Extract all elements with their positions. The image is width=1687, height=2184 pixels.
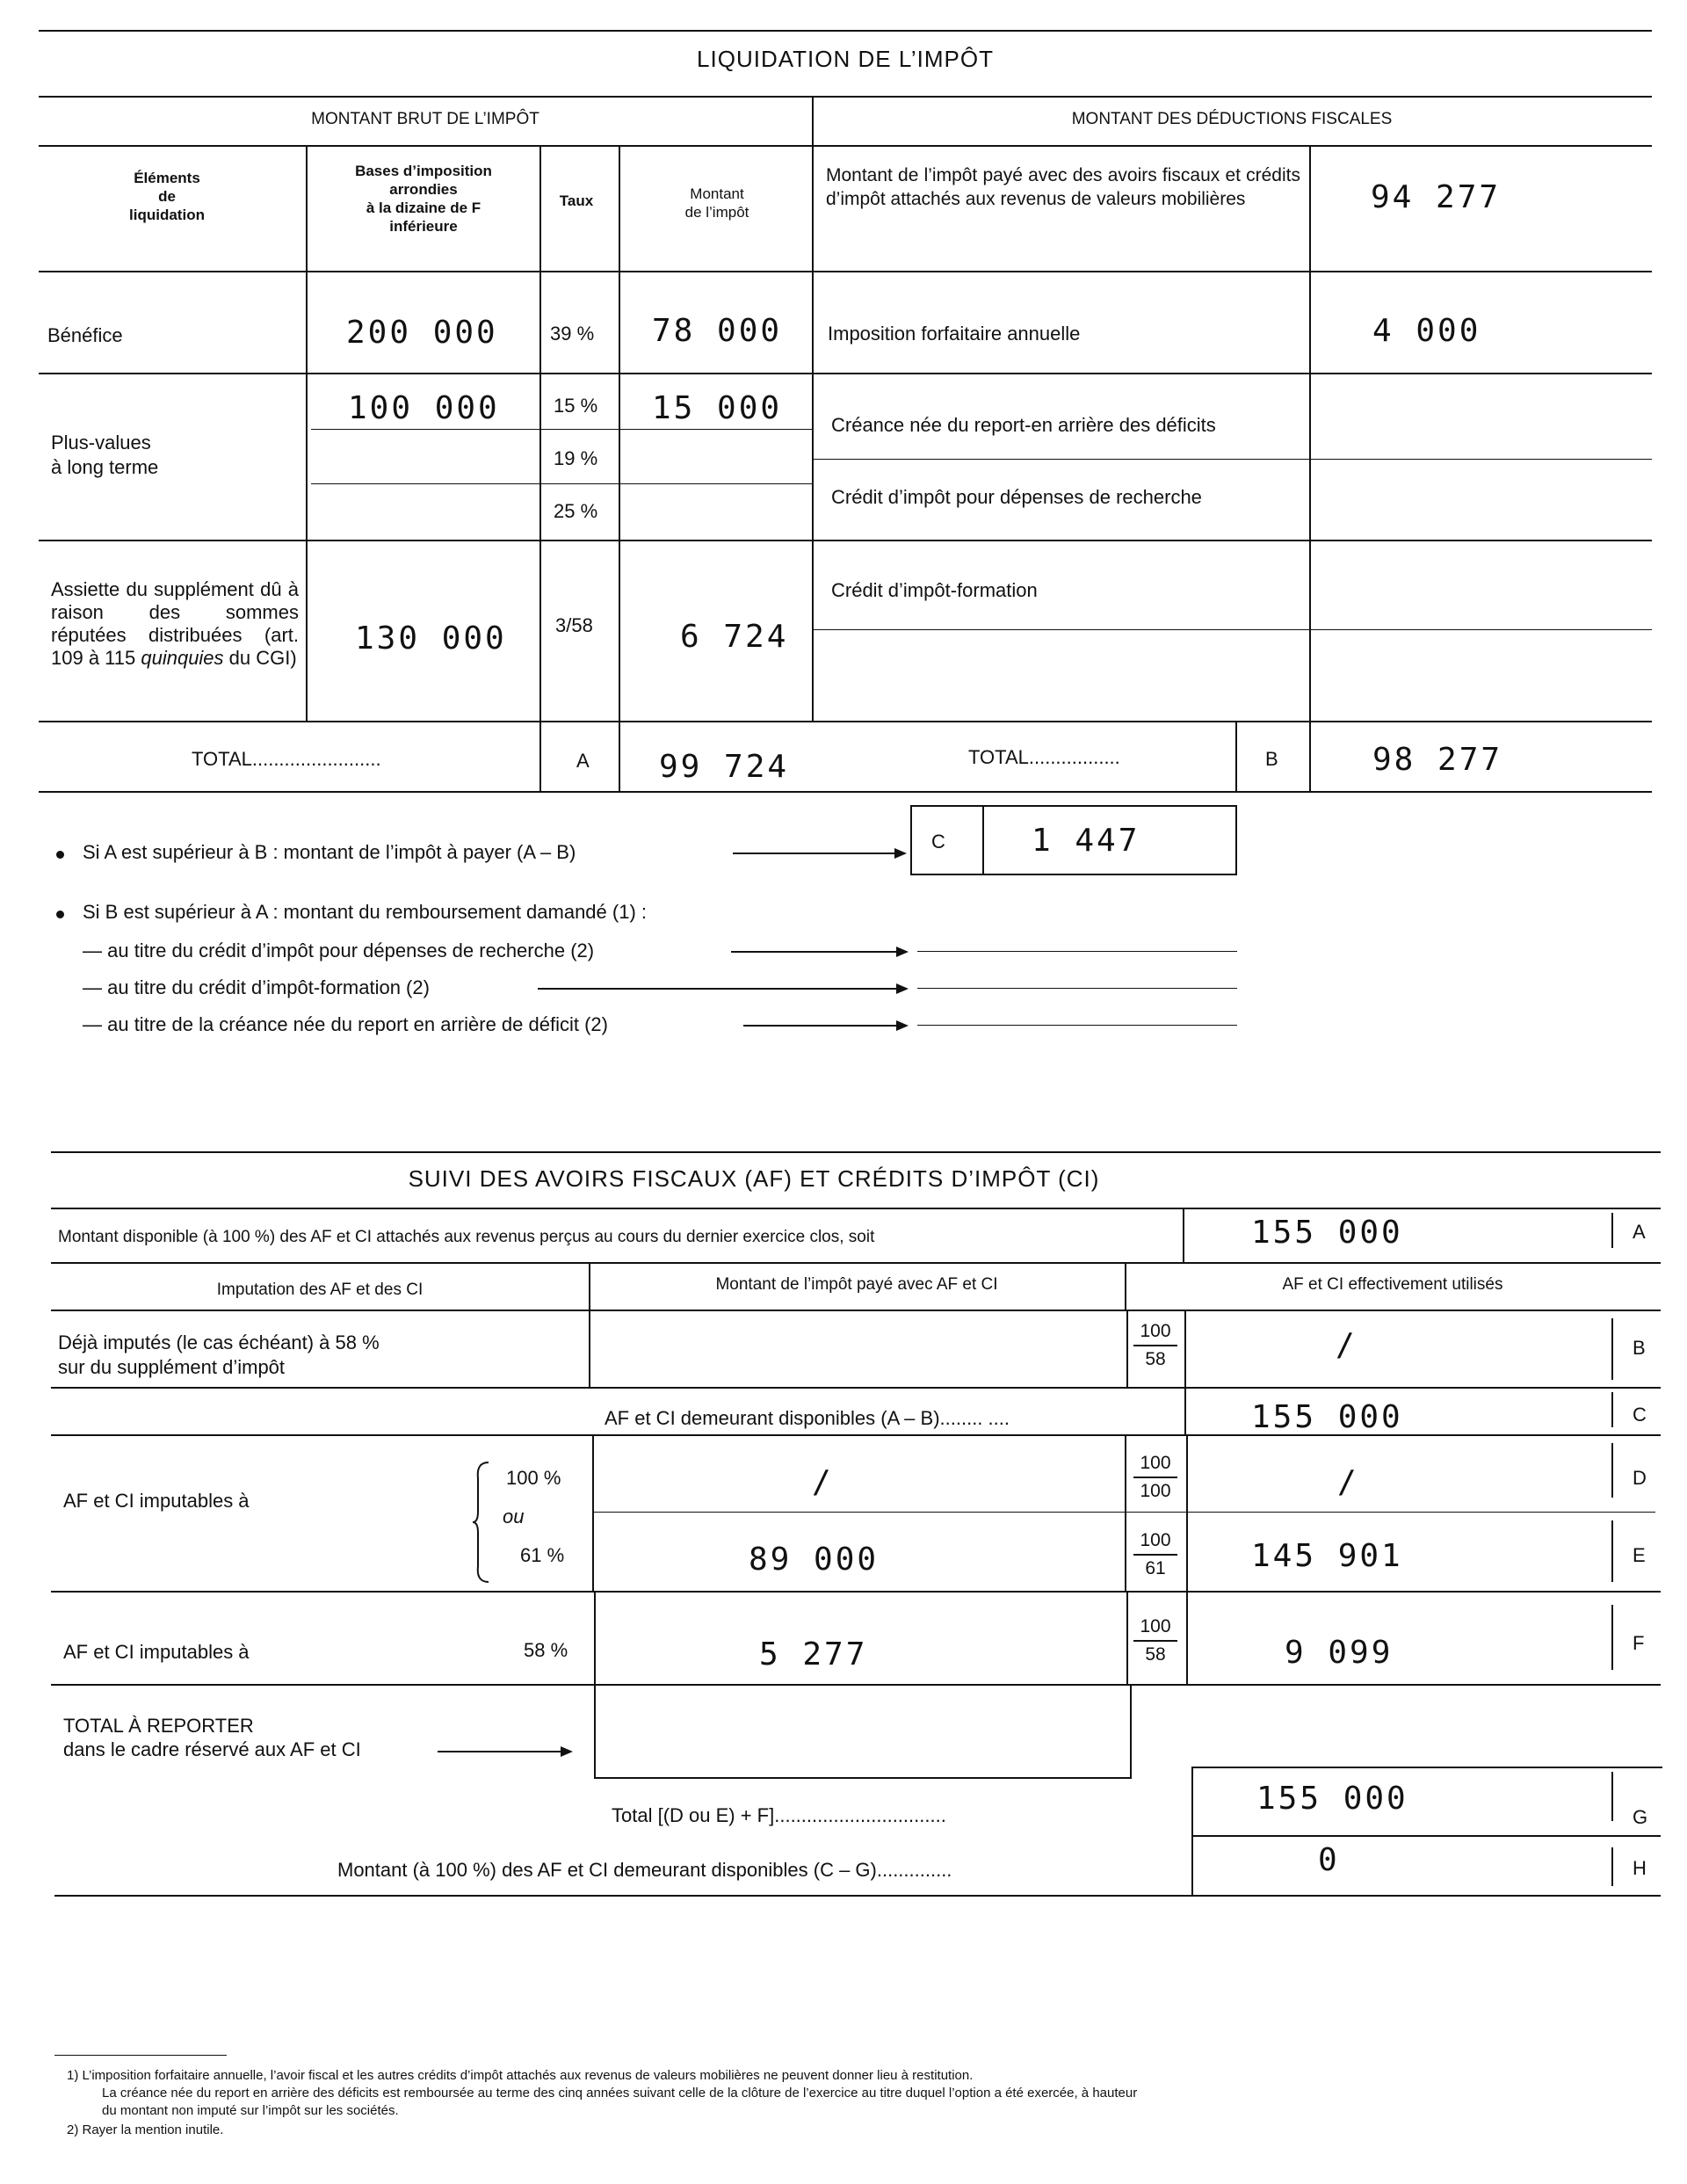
f-montant: 5 277 [759,1636,868,1672]
rule [51,1310,1661,1311]
arrow [538,988,907,990]
col-line [1183,1208,1184,1262]
col-line [1184,1310,1186,1387]
total-reporter-box [594,1684,1132,1779]
total-b-letter: B [1265,748,1278,770]
frac-num: 100 [1133,1527,1177,1556]
montant-h-value: 0 [1318,1842,1340,1878]
liquidation-title: LIQUIDATION DE L’IMPÔT [697,46,994,72]
letter-f: F [1633,1632,1645,1654]
footnote-1b: La créance née du report en arrière des déficits est remboursée au terme des cinq années suivant celle de la clôture de l’exercice au titre duquel l’option a été exercée, à hauteur [102,2086,1138,2101]
fraction-100-58 [1133,1318,1177,1373]
col-line [619,145,620,791]
col-montant-header: Montant de l’impôt payé avec AF et CI [715,1275,998,1294]
rule [51,1434,1661,1436]
col-line [539,145,541,791]
rule [1191,1835,1661,1837]
tick [1611,1213,1613,1248]
letter-c: C [1633,1404,1647,1426]
col-line [1125,1434,1126,1591]
pv19-taux: 19 % [554,447,598,469]
pv15-montant: 15 000 [652,390,783,426]
letter-h: H [1633,1857,1647,1879]
brut-header: MONTANT BRUT DE L’IMPÔT [311,110,539,128]
rule [39,373,1652,374]
credit-formation-label: Crédit d’impôt-formation [831,579,1038,601]
col-line [1186,1591,1188,1684]
footnote-1c: du montant non imputé sur l’impôt sur les sociétés. [102,2103,399,2118]
demeurant-value: 155 000 [1251,1399,1403,1435]
rule [54,1895,1661,1897]
assiette-label [51,578,299,670]
plus-values-label: Plus-values à long terme [51,432,159,478]
remb-creance-label: — au titre de la créance née du report en arrière de déficit (2) [83,1013,608,1035]
footnote-1a: 1) L’imposition forfaitaire annuelle, l’avoir fiscal et les autres crédits d’impôt attachés aux revenus de valeurs mobilières ne peuvent donner lieu à restitution. [67,2068,974,2083]
total-g-value: 155 000 [1256,1781,1408,1817]
arrow [438,1751,571,1752]
bullet [56,851,64,859]
remb-formation-line [917,988,1237,989]
col-line [1126,1591,1128,1684]
montant-h-label: Montant (à 100 %) des AF et CI demeurant disponibles (C – G).............. [337,1859,952,1881]
letter-e: E [1633,1544,1646,1566]
pct-61: 61 % [520,1544,565,1566]
frac-num: 100 [1133,1450,1177,1478]
col-line [592,1434,594,1591]
rule [51,1262,1661,1264]
d-montant: / [812,1464,834,1500]
rule [51,1387,1661,1389]
c-box-divider [982,805,984,874]
benefice-taux: 39 % [550,323,595,345]
letter-d: D [1633,1467,1647,1489]
ifa-label: Imposition forfaitaire annuelle [828,323,1081,345]
deja-label: Déjà imputés (le cas échéant) à 58 % sur du supplément d’impôt [58,1331,380,1378]
letter-b: B [1633,1337,1646,1359]
benefice-montant: 78 000 [652,313,783,349]
total-a-value: 99 724 [659,749,790,785]
rule [39,271,1652,272]
tick [1611,1772,1613,1821]
fraction-100-58-f [1133,1614,1177,1668]
remb-recherche-label: — au titre du crédit d’impôt pour dépenses de recherche (2) [83,940,595,961]
assiette-taux: 3/58 [555,614,593,636]
tick [1611,1392,1613,1427]
rule [39,145,1652,147]
rule [311,483,812,484]
col-taux-header: Taux [559,192,594,209]
frac-den: 100 [1140,1481,1171,1501]
footnote-rule [54,2055,227,2056]
col-line [812,145,814,721]
demeurant-label: AF et CI demeurant disponibles (A – B)........ .... [605,1407,1010,1429]
arrow [731,951,907,953]
frac-den: 58 [1145,1644,1166,1665]
pct-58: 58 % [524,1639,568,1661]
footnote-2: 2) Rayer la mention inutile. [67,2122,224,2137]
e-montant: 89 000 [749,1542,880,1578]
col-line [1186,1434,1188,1591]
benefice-base: 200 000 [346,315,498,351]
arrow [743,1025,907,1027]
rule [51,1208,1661,1209]
col-imputation-header: Imputation des AF et des CI [216,1281,424,1299]
assiette-montant: 6 724 [680,619,789,655]
fraction-100-100 [1133,1450,1177,1505]
total-a-label: TOTAL........................ [192,748,381,770]
top-rule [39,30,1652,32]
bullet [56,911,64,918]
letter-g: G [1633,1806,1648,1828]
disponible-value: 155 000 [1251,1215,1403,1251]
rule [39,540,1652,541]
col-bases-header: Bases d’imposition arrondies à la dizaine de F inférieure [355,163,492,235]
credit-recherche-label: Crédit d’impôt pour dépenses de recherche [831,486,1202,508]
rule [51,1591,1661,1593]
divider [812,96,814,145]
disponible-label: Montant disponible (à 100 %) des AF et CI attachés aux revenus perçus au cours du dernier exercice clos, soit [58,1228,875,1246]
total-b-label: TOTAL................. [968,746,1120,768]
pct-100: 100 % [506,1467,561,1489]
col-line [594,1591,596,1684]
assiette-base: 130 000 [355,620,507,657]
col-line [1125,1262,1126,1310]
col-line [1235,721,1237,791]
rule [39,721,1652,722]
benefice-label: Bénéfice [47,324,123,346]
remb-recherche-line [917,951,1237,952]
col-line [1309,145,1311,791]
rule [39,96,1652,98]
c-value: 1 447 [1032,823,1140,859]
deja-value: / [1336,1327,1358,1363]
d-value: / [1337,1464,1359,1500]
frac-den: 58 [1145,1349,1166,1369]
total-a-letter: A [576,750,590,772]
tick [1611,1847,1613,1886]
total-reporter-label: TOTAL À REPORTER dans le cadre réservé aux AF et CI [63,1715,361,1760]
fraction-100-61 [1133,1527,1177,1582]
pv25-taux: 25 % [554,500,598,522]
total-g-label: Total [(D ou E) + F]................................ [612,1804,946,1826]
si-a-label: Si A est supérieur à B : montant de l’impôt à payer (A – B) [83,841,576,863]
tick [1611,1605,1613,1670]
total-b-value: 98 277 [1372,742,1503,778]
tick [1611,1443,1613,1498]
avoirs-value: 94 277 [1371,179,1502,215]
col-utilises-header: AF et CI effectivement utilisés [1282,1275,1503,1294]
arrow [733,853,905,854]
frac-den: 61 [1145,1558,1166,1578]
tick [1611,1318,1613,1380]
c-letter: C [931,831,945,853]
remb-formation-label: — au titre du crédit d’impôt-formation (2) [83,976,430,998]
col-elements-header: Éléments de liquidation [129,170,205,223]
imputables-label: AF et CI imputables à [63,1490,250,1512]
deductions-header: MONTANT DES DÉDUCTIONS FISCALES [1071,110,1393,128]
rule [592,1512,1655,1513]
imputables58-label: AF et CI imputables à [63,1641,250,1663]
rule [812,459,1652,460]
col-montant-header: Montant de l’impôt [684,185,749,221]
ou-label: ou [503,1506,525,1527]
assiette-label-text: Assiette du supplément dû à raison des sommes réputées distribuées (art. 109 à 115 [51,578,299,669]
col-line [1126,1310,1128,1387]
e-value: 145 901 [1251,1538,1403,1574]
frac-num: 100 [1133,1614,1177,1642]
suivi-title: SUIVI DES AVOIRS FISCAUX (AF) ET CRÉDITS D’IMPÔT (CI) [408,1165,1100,1192]
creance-label: Créance née du report-en arrière des déficits [831,414,1216,436]
assiette-label-italic: quinquies [141,647,224,669]
pv15-base: 100 000 [348,390,500,426]
avoirs-label: Montant de l’impôt payé avec des avoirs fiscaux et crédits d’impôt attachés aux revenus de valeurs mobilières [826,165,1300,209]
si-b-label: Si B est supérieur à A : montant du remboursement damandé (1) : [83,901,648,923]
col-line [306,145,308,721]
brace-icon [471,1461,492,1584]
letter-a: A [1633,1221,1646,1243]
col-line [1184,1387,1186,1434]
rule [51,1151,1661,1153]
col-line [589,1310,590,1387]
pv15-taux: 15 % [554,395,598,417]
rule [812,629,1652,630]
col-line [589,1262,590,1310]
remb-creance-line [917,1025,1237,1026]
rule [39,791,1652,793]
f-value: 9 099 [1285,1635,1394,1671]
rule [311,429,812,430]
tick [1611,1520,1613,1582]
assiette-label-end: du CGI) [223,647,297,669]
frac-num: 100 [1133,1318,1177,1346]
ifa-value: 4 000 [1372,313,1481,349]
